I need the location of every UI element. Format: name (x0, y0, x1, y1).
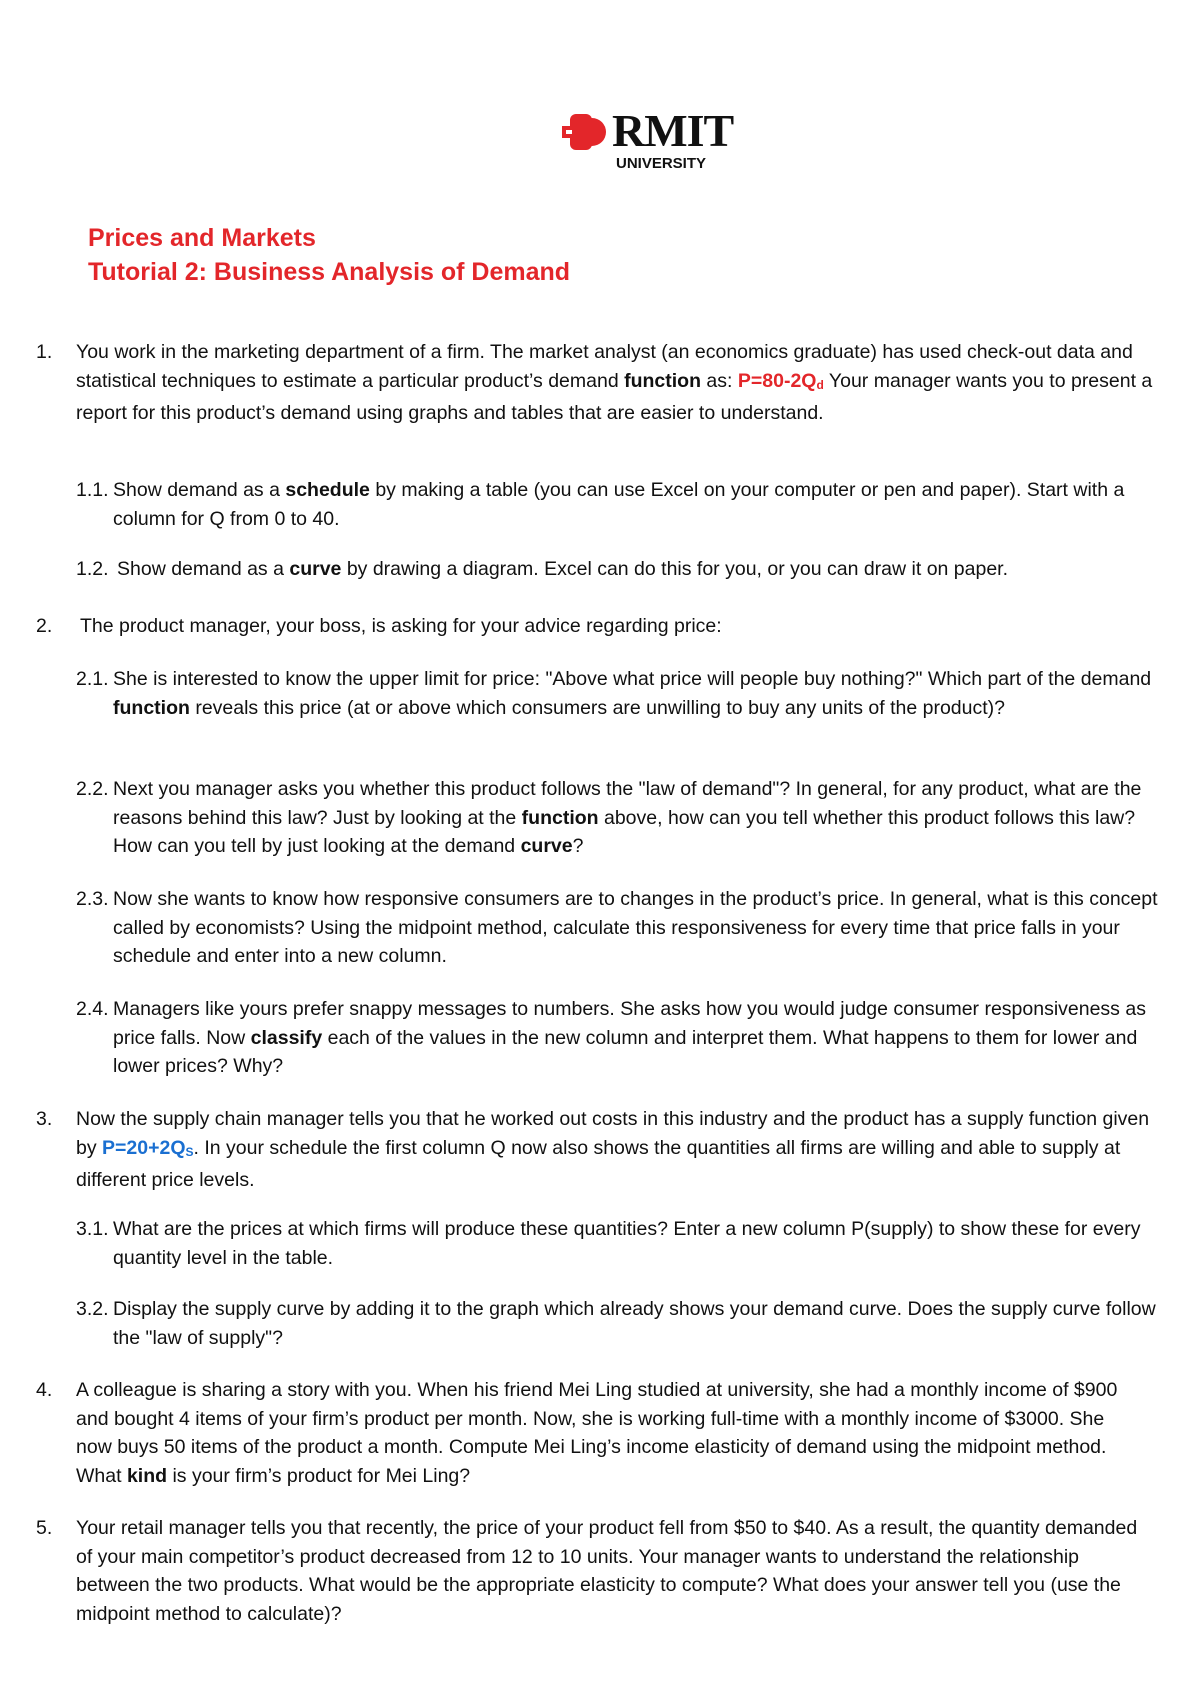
bold-curve: curve (289, 558, 342, 580)
bold-function: function (521, 806, 599, 829)
q1-2-number: 1.2. (76, 558, 109, 580)
rmit-logo (562, 105, 738, 174)
q3-2-text: Display the supply curve by adding it to the graph which already shows your demand curve. Does the supply curve follow the "law of supply"? (113, 1298, 1156, 1349)
q1-text (76, 338, 1162, 428)
q2-2-text: Next you manager asks you whether this product follows the "law of demand"? In general, for any product, what are the reasons behind this law? Just by looking at the function above, how can you tell whether this product follows this law? How can you tell by just looking at the demand curve? (113, 778, 1142, 857)
q3-text: Now the supply chain manager tells you that he worked out costs in this industry and the product has a supply function given by P=20+2QS. In your schedule the first column Q now also shows the quantities all firms are willing and able to supply at different price levels. (76, 1108, 1150, 1191)
bold-function: function (113, 696, 190, 719)
q3-1-text: What are the prices at which firms will produce these quantities? Enter a new column P(supply) to show these for every quantity level in the table. (113, 1218, 1141, 1269)
doc-title-tutorial: Tutorial 2: Business Analysis of Demand (88, 258, 571, 286)
q1-2-text: Show demand as a curve by drawing a diagram. Excel can do this for you, or you can draw it on paper. (117, 558, 1009, 580)
q5-text: Your retail manager tells you that recently, the price of your product fell from $50 to $40. As a result, the quantity demanded of your main competitor’s product decreased from 12 to 10 units. Your manager wants to understand the relationship between the two products. What would be the appropriate elasticity to compute? What does your answer tell you (use the midpoint method to calculate)? (76, 1517, 1138, 1625)
logo-wordmark: RMIT (612, 105, 734, 156)
q4-number: 4. (36, 1379, 53, 1401)
q2-1-text: She is interested to know the upper limit for price: "Above what price will people buy nothing?" Which part of the demand function reveals this price (at or above which consumers are unwilling to buy any units of the product)? (113, 668, 1152, 719)
bold-kind: kind (126, 1464, 168, 1487)
q2-4-text: Managers like yours prefer snappy messages to numbers. She asks how you would judge consumer responsiveness as price falls. Now classify each of the values in the new column and interpret them. What happens to them for lower and lower prices? Why? (113, 998, 1146, 1077)
q1-text-part: You work in the marketing department of a firm. The market analyst (an economics graduate) has used check-out data and statistical techniques to estimate a particular product’s demand (76, 341, 1133, 392)
q2-3-number: 2.3. (76, 888, 109, 910)
bold-classify: classify (250, 1026, 323, 1049)
doc-title-course: Prices and Markets (88, 224, 316, 252)
logo-university: UNIVERSITY (616, 155, 707, 172)
q2-text: The product manager, your boss, is asking for your advice regarding price: (80, 615, 722, 637)
supply-formula: P=20+2QS (102, 1136, 194, 1159)
q1-number: 1. (36, 341, 53, 363)
q3-number: 3. (36, 1108, 53, 1130)
q2-number: 2. (36, 615, 53, 637)
q2-4-number: 2.4. (76, 998, 109, 1020)
q3-2-number: 3.2. (76, 1298, 109, 1320)
q5-number: 5. (36, 1517, 53, 1539)
q4-text: A colleague is sharing a story with you. When his friend Mei Ling studied at university, she had a monthly income of $900 and bought 4 items of your firm’s product per month. Now, she is working full-time with a monthly income of $3000. She now buys 50 items of the product a month. Compute Mei Ling’s income elasticity of demand using the midpoint method. What kind is your firm’s product for Mei Ling? (76, 1379, 1118, 1487)
q3-1-number: 3.1. (76, 1218, 109, 1240)
q2-3-text: Now she wants to know how responsive consumers are to changes in the product’s price. In general, what is this concept called by economists? Using the midpoint method, calculate this responsiveness for every time that price falls in your schedule and enter into a new column. (113, 888, 1158, 967)
q1-1-number: 1.1. (76, 479, 109, 501)
q1-bold-function: function (624, 369, 702, 392)
q1-text-part: Your manager wants you to present a report for this product’s demand using graphs and tables that are easier to understand. (76, 369, 1153, 424)
q1-1-text: Show demand as a schedule by making a table (you can use Excel on your computer or pen and paper). Start with a column for Q from 0 to 40. (113, 479, 1125, 530)
q2-2-number: 2.2. (76, 778, 109, 800)
bold-schedule: schedule (285, 479, 370, 501)
q2-1-number: 2.1. (76, 668, 109, 690)
bold-curve: curve (520, 835, 573, 857)
q1-text-part: as: (701, 369, 738, 392)
rmit-pixel-logo-icon (562, 112, 608, 152)
demand-formula: P=80-2Qd (737, 369, 824, 392)
